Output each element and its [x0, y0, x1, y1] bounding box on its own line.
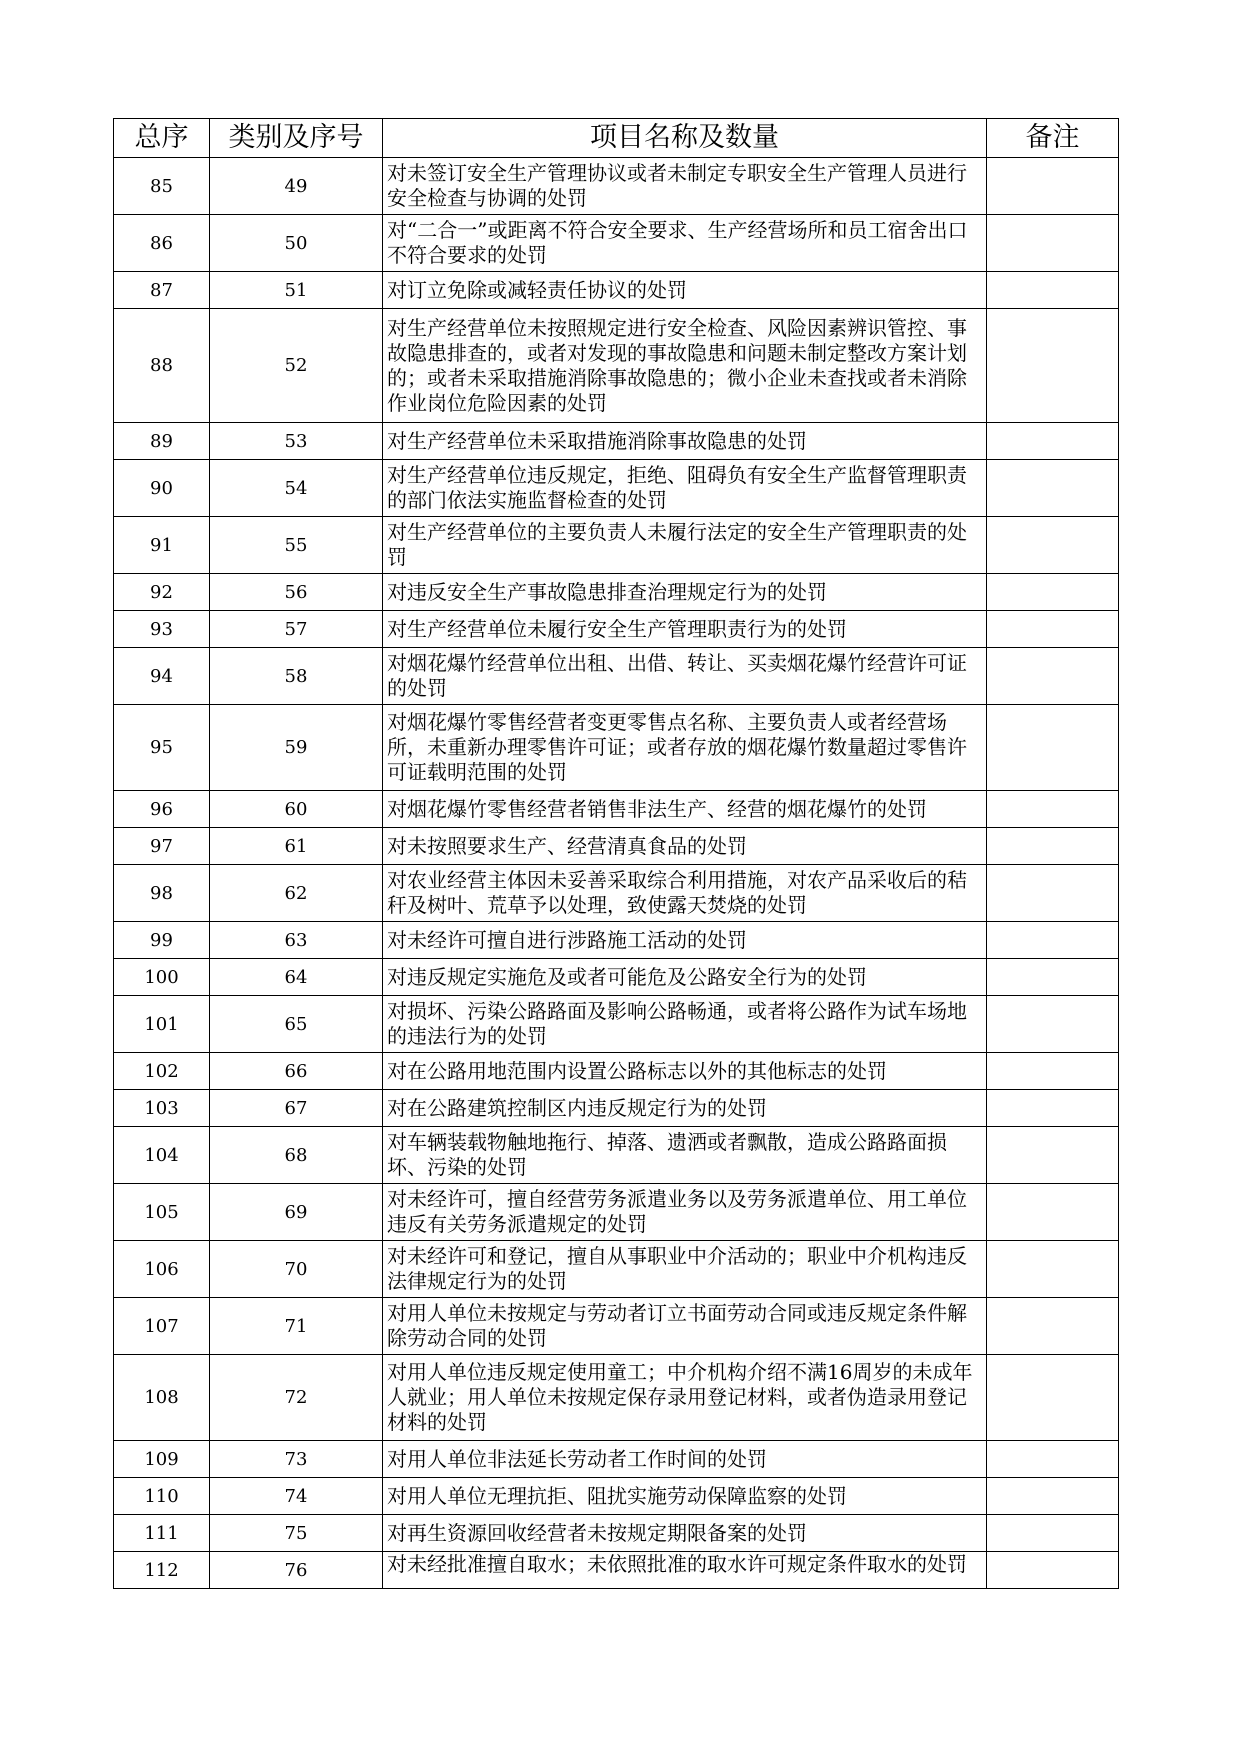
item-name-cell: 对在公路建筑控制区内违反规定行为的处罚	[383, 1090, 987, 1127]
table-row	[114, 158, 1119, 215]
table-row	[114, 611, 1119, 648]
note-cell	[987, 1298, 1119, 1355]
note-cell	[987, 517, 1119, 574]
total-seq-cell: 104	[114, 1127, 210, 1184]
table-header	[114, 119, 1119, 158]
item-name-cell: 对生产经营单位未履行安全生产管理职责行为的处罚	[383, 611, 987, 648]
item-name-cell: 对用人单位违反规定使用童工；中介机构介绍不满16周岁的未成年人就业；用人单位未按规定保存录用登记材料，或者伪造录用登记材料的处罚	[383, 1355, 987, 1441]
header-category-seq: 类别及序号	[210, 119, 383, 158]
item-name-cell	[383, 1552, 987, 1589]
category-seq-cell: 72	[210, 1355, 383, 1441]
table-row	[114, 517, 1119, 574]
note-cell	[987, 215, 1119, 272]
category-seq-cell: 68	[210, 1127, 383, 1184]
table-row	[114, 272, 1119, 309]
table-row	[114, 215, 1119, 272]
total-seq-cell: 91	[114, 517, 210, 574]
total-seq-cell: 97	[114, 828, 210, 865]
table-row	[114, 1298, 1119, 1355]
table-row	[114, 1241, 1119, 1298]
total-seq-cell: 100	[114, 959, 210, 996]
item-name-cell: 对未经许可，擅自经营劳务派遣业务以及劳务派遣单位、用工单位违反有关劳务派遣规定的处罚	[383, 1184, 987, 1241]
category-seq-cell: 69	[210, 1184, 383, 1241]
note-cell	[987, 705, 1119, 791]
total-seq-cell: 112	[114, 1552, 210, 1589]
table-row	[114, 1053, 1119, 1090]
category-seq-cell: 66	[210, 1053, 383, 1090]
item-name-cell: 对订立免除或减轻责任协议的处罚	[383, 272, 987, 309]
note-cell	[987, 1053, 1119, 1090]
table-row	[114, 828, 1119, 865]
note-cell	[987, 574, 1119, 611]
note-cell	[987, 922, 1119, 959]
table-row	[114, 1552, 1119, 1589]
total-seq-cell: 96	[114, 791, 210, 828]
table-row	[114, 996, 1119, 1053]
item-name-cell: 对用人单位未按规定与劳动者订立书面劳动合同或违反规定条件解除劳动合同的处罚	[383, 1298, 987, 1355]
header-item-name: 项目名称及数量	[383, 119, 987, 158]
category-seq-cell: 50	[210, 215, 383, 272]
note-cell	[987, 423, 1119, 460]
table-row	[114, 1090, 1119, 1127]
item-name-cell: 对违反规定实施危及或者可能危及公路安全行为的处罚	[383, 959, 987, 996]
table-row	[114, 922, 1119, 959]
total-seq-cell: 102	[114, 1053, 210, 1090]
total-seq-cell: 98	[114, 865, 210, 922]
category-seq-cell: 70	[210, 1241, 383, 1298]
total-seq-cell: 106	[114, 1241, 210, 1298]
total-seq-cell: 85	[114, 158, 210, 215]
total-seq-cell: 105	[114, 1184, 210, 1241]
table-row	[114, 309, 1119, 423]
item-name-cell: 对未经许可擅自进行涉路施工活动的处罚	[383, 922, 987, 959]
item-name-cell: 对生产经营单位的主要负责人未履行法定的安全生产管理职责的处罚	[383, 517, 987, 574]
total-seq-cell: 101	[114, 996, 210, 1053]
note-cell	[987, 1241, 1119, 1298]
note-cell	[987, 996, 1119, 1053]
total-seq-cell: 94	[114, 648, 210, 705]
note-cell	[987, 865, 1119, 922]
total-seq-cell: 110	[114, 1478, 210, 1515]
table-body	[114, 158, 1119, 1589]
category-seq-cell: 59	[210, 705, 383, 791]
item-name-cell: 对未签订安全生产管理协议或者未制定专职安全生产管理人员进行安全检查与协调的处罚	[383, 158, 987, 215]
category-seq-cell: 60	[210, 791, 383, 828]
item-name-cell: 对再生资源回收经营者未按规定期限备案的处罚	[383, 1515, 987, 1552]
category-seq-cell: 56	[210, 574, 383, 611]
total-seq-cell: 107	[114, 1298, 210, 1355]
note-cell	[987, 1441, 1119, 1478]
category-seq-cell: 55	[210, 517, 383, 574]
total-seq-cell: 86	[114, 215, 210, 272]
total-seq-cell: 111	[114, 1515, 210, 1552]
total-seq-cell: 103	[114, 1090, 210, 1127]
table-row	[114, 791, 1119, 828]
item-name-cell: 对烟花爆竹零售经营者变更零售点名称、主要负责人或者经营场所，未重新办理零售许可证；或者存放的烟花爆竹数量超过零售许可证载明范围的处罚	[383, 705, 987, 791]
total-seq-cell: 92	[114, 574, 210, 611]
category-seq-cell: 52	[210, 309, 383, 423]
note-cell	[987, 309, 1119, 423]
category-seq-cell: 57	[210, 611, 383, 648]
table-row	[114, 1355, 1119, 1441]
note-cell	[987, 158, 1119, 215]
items-table	[113, 118, 1119, 1589]
total-seq-cell: 87	[114, 272, 210, 309]
table-row	[114, 1441, 1119, 1478]
total-seq-cell: 109	[114, 1441, 210, 1478]
table-row	[114, 1515, 1119, 1552]
category-seq-cell: 58	[210, 648, 383, 705]
category-seq-cell: 71	[210, 1298, 383, 1355]
item-name-clip: 对未经批准擅自取水；未依照批准的取水许可规定条件取水的处罚	[387, 1552, 967, 1576]
total-seq-cell: 90	[114, 460, 210, 517]
category-seq-cell: 62	[210, 865, 383, 922]
header-total-seq: 总序	[114, 119, 210, 158]
total-seq-cell: 99	[114, 922, 210, 959]
category-seq-cell: 61	[210, 828, 383, 865]
item-name-cell: 对违反安全生产事故隐患排查治理规定行为的处罚	[383, 574, 987, 611]
header-row	[114, 119, 1119, 158]
category-seq-cell: 74	[210, 1478, 383, 1515]
total-seq-cell: 88	[114, 309, 210, 423]
category-seq-cell: 53	[210, 423, 383, 460]
note-cell	[987, 1184, 1119, 1241]
header-note: 备注	[987, 119, 1119, 158]
note-cell	[987, 611, 1119, 648]
item-name-cell: 对烟花爆竹经营单位出租、出借、转让、买卖烟花爆竹经营许可证的处罚	[383, 648, 987, 705]
table-row	[114, 648, 1119, 705]
category-seq-cell: 64	[210, 959, 383, 996]
item-name-cell: 对烟花爆竹零售经营者销售非法生产、经营的烟花爆竹的处罚	[383, 791, 987, 828]
item-name-cell: 对生产经营单位未采取措施消除事故隐患的处罚	[383, 423, 987, 460]
note-cell	[987, 1355, 1119, 1441]
category-seq-cell: 73	[210, 1441, 383, 1478]
item-name-cell: 对用人单位无理抗拒、阻扰实施劳动保障监察的处罚	[383, 1478, 987, 1515]
note-cell	[987, 460, 1119, 517]
category-seq-cell: 49	[210, 158, 383, 215]
item-name-cell: 对车辆装载物触地拖行、掉落、遗洒或者飘散，造成公路路面损坏、污染的处罚	[383, 1127, 987, 1184]
note-cell	[987, 1090, 1119, 1127]
note-cell	[987, 791, 1119, 828]
item-name-cell: 对未经许可和登记，擅自从事职业中介活动的；职业中介机构违反法律规定行为的处罚	[383, 1241, 987, 1298]
category-seq-cell: 51	[210, 272, 383, 309]
note-cell	[987, 272, 1119, 309]
table-row	[114, 1478, 1119, 1515]
note-cell	[987, 1515, 1119, 1552]
total-seq-cell: 95	[114, 705, 210, 791]
table-row	[114, 574, 1119, 611]
table-row	[114, 959, 1119, 996]
note-cell	[987, 1127, 1119, 1184]
note-cell	[987, 828, 1119, 865]
item-name-cell: 对生产经营单位违反规定，拒绝、阻碍负有安全生产监督管理职责的部门依法实施监督检查的处罚	[383, 460, 987, 517]
item-name-cell: 对损坏、污染公路路面及影响公路畅通，或者将公路作为试车场地的违法行为的处罚	[383, 996, 987, 1053]
item-name-cell: 对生产经营单位未按照规定进行安全检查、风险因素辨识管控、事故隐患排查的，或者对发现的事故隐患和问题未制定整改方案计划的；或者未采取措施消除事故隐患的；微小企业未查找或者未消除作业岗位危险因素的处罚	[383, 309, 987, 423]
note-cell	[987, 1552, 1119, 1589]
note-cell	[987, 1478, 1119, 1515]
note-cell	[987, 648, 1119, 705]
table-row	[114, 705, 1119, 791]
item-name-cell: 对“二合一”或距离不符合安全要求、生产经营场所和员工宿舍出口不符合要求的处罚	[383, 215, 987, 272]
category-seq-cell: 76	[210, 1552, 383, 1589]
category-seq-cell: 75	[210, 1515, 383, 1552]
total-seq-cell: 108	[114, 1355, 210, 1441]
table-row	[114, 1184, 1119, 1241]
table-row	[114, 865, 1119, 922]
category-seq-cell: 63	[210, 922, 383, 959]
table-row	[114, 1127, 1119, 1184]
table-row	[114, 423, 1119, 460]
note-cell	[987, 959, 1119, 996]
category-seq-cell: 65	[210, 996, 383, 1053]
item-name-cell: 对农业经营主体因未妥善采取综合利用措施，对农产品采收后的秸秆及树叶、荒草予以处理，致使露天焚烧的处罚	[383, 865, 987, 922]
category-seq-cell: 67	[210, 1090, 383, 1127]
total-seq-cell: 93	[114, 611, 210, 648]
category-seq-cell: 54	[210, 460, 383, 517]
item-name-cell: 对用人单位非法延长劳动者工作时间的处罚	[383, 1441, 987, 1478]
item-name-cell: 对在公路用地范围内设置公路标志以外的其他标志的处罚	[383, 1053, 987, 1090]
total-seq-cell: 89	[114, 423, 210, 460]
table-row	[114, 460, 1119, 517]
item-name-cell: 对未按照要求生产、经营清真食品的处罚	[383, 828, 987, 865]
